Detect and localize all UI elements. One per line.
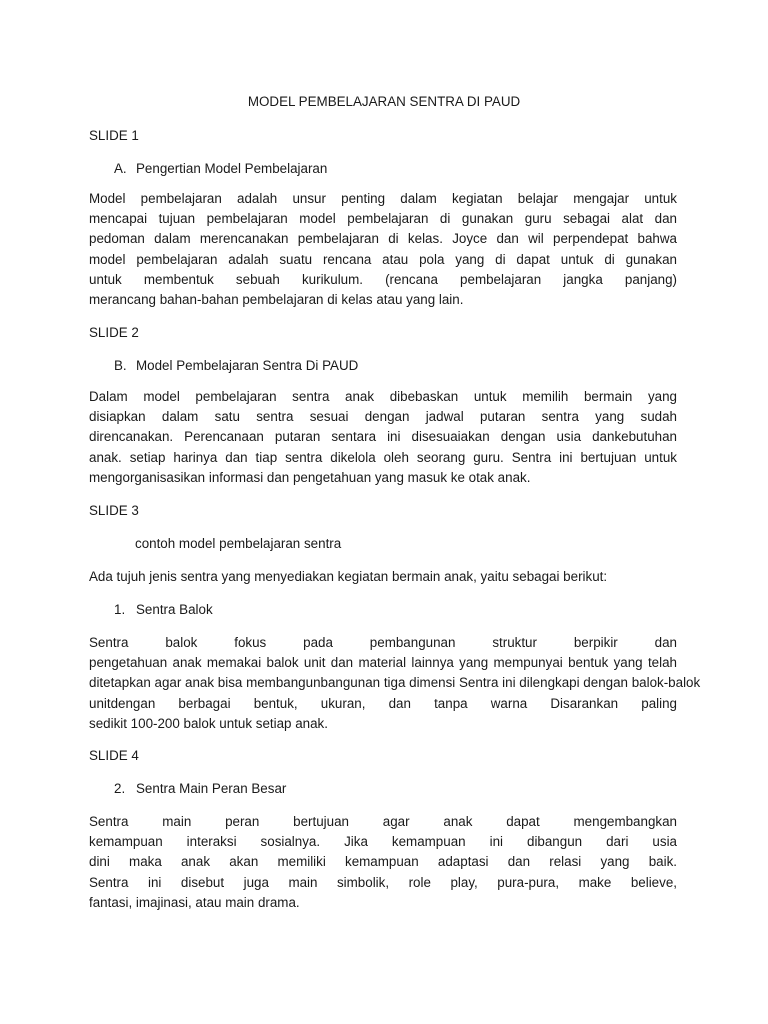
page-title: MODEL PEMBELAJARAN SENTRA DI PAUD <box>247 94 521 109</box>
section-a-heading <box>114 160 327 178</box>
slide-1-label: SLIDE 1 <box>89 128 139 143</box>
paragraph-line: model pembelajaran adalah suatu rencana atau pola yang di dapat untuk di gunakan <box>89 251 677 267</box>
paragraph-line: disiapkan dalam satu sentra sesuai dengan jadwal putaran sentra yang sudah <box>89 409 677 425</box>
paragraph-line: Sentra main peran bertujuan agar anak dapat mengembangkan <box>89 814 677 829</box>
paragraph-line: dini maka anak akan memiliki kemampuan adaptasi dan relasi yang baik. <box>89 854 677 870</box>
section-b-marker: B. <box>114 358 127 373</box>
slide-1-paragraph <box>89 189 677 310</box>
slide-2-paragraph <box>89 387 677 488</box>
item-2-text: Sentra Main Peran Besar <box>136 781 287 796</box>
slide-4-label: SLIDE 4 <box>89 748 139 763</box>
paragraph-line: kemampuan interaksi sosialnya. Jika kemampuan ini dibangun dari usia <box>89 834 677 850</box>
section-b-text: Model Pembelajaran Sentra Di PAUD <box>136 358 359 373</box>
slide-3-intro: Ada tujuh jenis sentra yang menyediakan kegiatan bermain anak, yaitu sebagai berikut: <box>89 569 608 584</box>
paragraph-line: sedikit 100-200 balok untuk setiap anak. <box>89 715 328 731</box>
paragraph-line: Sentra balok fokus pada pembangunan struktur berpikir dan <box>89 635 677 650</box>
paragraph-line: mengorganisasikan informasi dan pengetahuan yang masuk ke otak anak. <box>89 469 531 485</box>
paragraph-line: mencapai tujuan pembelajaran model pembelajaran di gunakan guru sebagai alat dan <box>89 211 677 227</box>
slide-3-label: SLIDE 3 <box>89 503 139 518</box>
item-2-marker: 2. <box>114 781 126 796</box>
paragraph-line: Model pembelajaran adalah unsur penting dalam kegiatan belajar mengajar untuk <box>89 191 677 206</box>
item-1-marker: 1. <box>114 602 126 617</box>
paragraph-line: Sentra ini disebut juga main simbolik, role play, pura-pura, make believe, <box>89 874 677 890</box>
item-1-heading <box>114 601 213 619</box>
item-2-heading <box>114 780 286 798</box>
paragraph-line: anak. setiap harinya dan tiap sentra dikelola oleh seorang guru. Sentra ini bertujuan untuk <box>89 449 677 465</box>
slide-4-paragraph <box>89 812 677 913</box>
paragraph-line: ditetapkan agar anak bisa membangunbangunan tiga dimensi Sentra ini dilengkapi dengan balok-balok <box>89 675 701 691</box>
section-a-marker: A. <box>114 161 127 176</box>
slide-3-heading: contoh model pembelajaran sentra <box>135 536 342 551</box>
paragraph-line: fantasi, imajinasi, atau main drama. <box>89 894 300 910</box>
section-b-heading <box>114 357 358 375</box>
paragraph-line: merancang bahan-bahan pembelajaran di kelas atau yang lain. <box>89 291 464 307</box>
paragraph-line: pengetahuan anak memakai balok unit dan material lainnya yang mempunyai bentuk yang telah <box>89 655 677 671</box>
paragraph-line: pedoman dalam merencanakan pembelajaran di kelas. Joyce dan wil perpendepat bahwa <box>89 231 677 247</box>
slide-2-label: SLIDE 2 <box>89 325 139 340</box>
paragraph-line: untuk membentuk sebuah kurikulum. (rencana pembelajaran jangka panjang) <box>89 271 677 287</box>
item-1-text: Sentra Balok <box>136 602 213 617</box>
paragraph-line: unitdengan berbagai bentuk, ukuran, dan tanpa warna Disarankan paling <box>89 695 677 711</box>
paragraph-line: direncanakan. Perencanaan putaran sentara ini disesuaiakan dengan usia dankebutuhan <box>89 429 677 445</box>
slide-3-paragraph <box>89 633 701 734</box>
paragraph-line: Dalam model pembelajaran sentra anak dibebaskan untuk memilih bermain yang <box>89 389 677 404</box>
section-a-text: Pengertian Model Pembelajaran <box>136 161 328 176</box>
